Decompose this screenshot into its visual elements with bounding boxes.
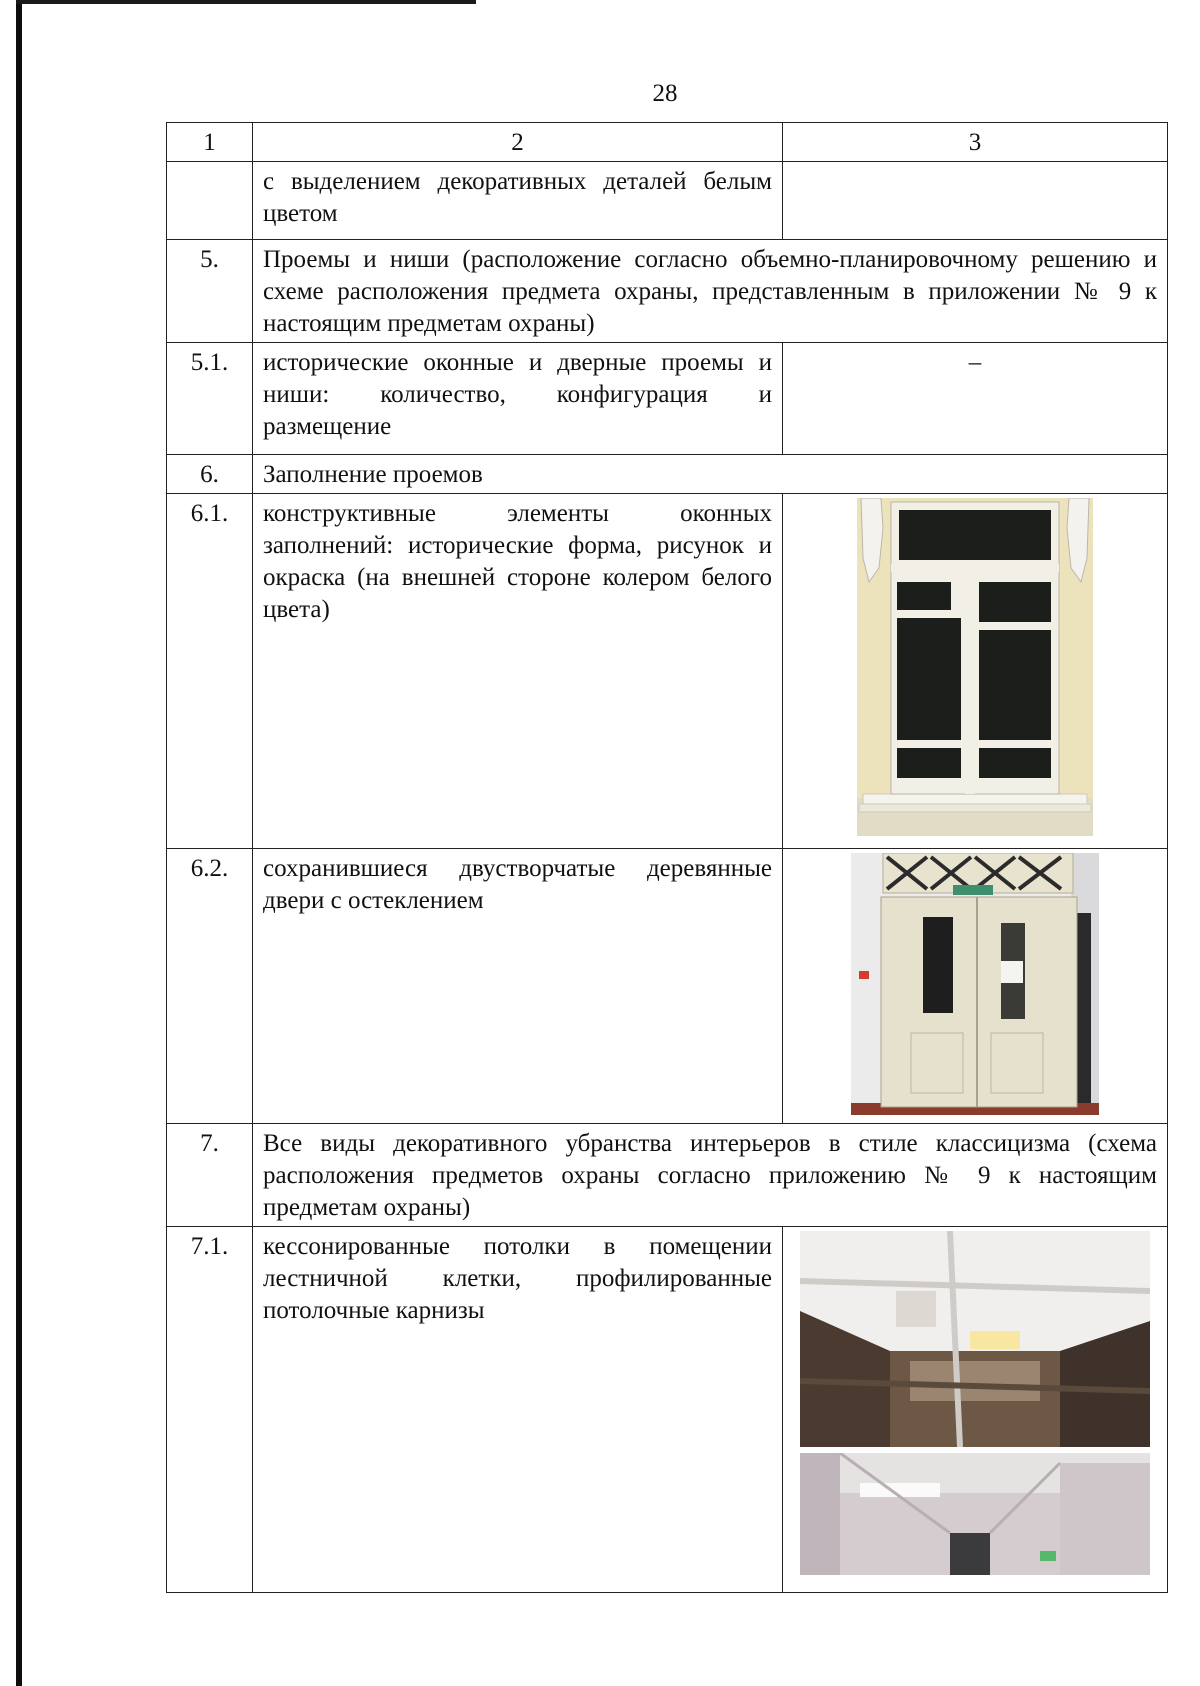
door-photo [851,853,1099,1115]
scan-edge-left [16,0,22,1686]
table-row [167,343,1168,455]
table-row [167,240,1168,343]
window-photo-cell [783,494,1168,849]
ceiling-photos-cell [783,1227,1168,1593]
row-number: 5. [167,240,253,343]
row-description: Проемы и ниши (расположение согласно объемно-планировочному решению и схеме расположения предмета охраны, представленным в приложении № 9 к настоящим предметам охраны) [253,240,1168,343]
row-description: кессонированные потолки в помещении лестничной клетки, профилированные потолочные карнизы [253,1227,783,1593]
row-description: конструктивные элементы оконных заполнений: исторические форма, рисунок и окраска (на внешней стороне колером белого цвета) [253,494,783,849]
table-row [167,494,1168,849]
header-col-3: 3 [783,123,1168,162]
row-number: 7. [167,1124,253,1227]
table-row [167,849,1168,1124]
table-row [167,1227,1168,1593]
table-header-row [167,123,1168,162]
table-row [167,162,1168,240]
row-number: 7.1. [167,1227,253,1593]
door-photo-cell [783,849,1168,1124]
row-photo-cell [783,162,1168,240]
row-number [167,162,253,240]
row-description: с выделением декоративных деталей белым цветом [253,162,783,240]
header-col-1: 1 [167,123,253,162]
row-description: сохранившиеся двустворчатые деревянные двери с остеклением [253,849,783,1124]
row-number: 5.1. [167,343,253,455]
window-photo [857,498,1093,836]
header-col-2: 2 [253,123,783,162]
row-description: Заполнение проемов [253,455,1168,494]
ceiling-photo-top [800,1231,1150,1447]
scan-edge-top [16,0,476,4]
ceiling-photo-bottom [800,1453,1150,1575]
table-row [167,1124,1168,1227]
row-description: исторические оконные и дверные проемы и ниши: количество, конфигурация и размещение [253,343,783,455]
row-description: Все виды декоративного убранства интерьеров в стиле классицизма (схема расположения предметов охраны согласно приложению № 9 к настоящим предметам охраны) [253,1124,1168,1227]
table-row [167,455,1168,494]
protection-items-table [166,122,1168,1593]
row-dash: – [783,343,1168,455]
page-number: 28 [652,80,678,107]
row-number: 6.1. [167,494,253,849]
row-number: 6.2. [167,849,253,1124]
row-number: 6. [167,455,253,494]
